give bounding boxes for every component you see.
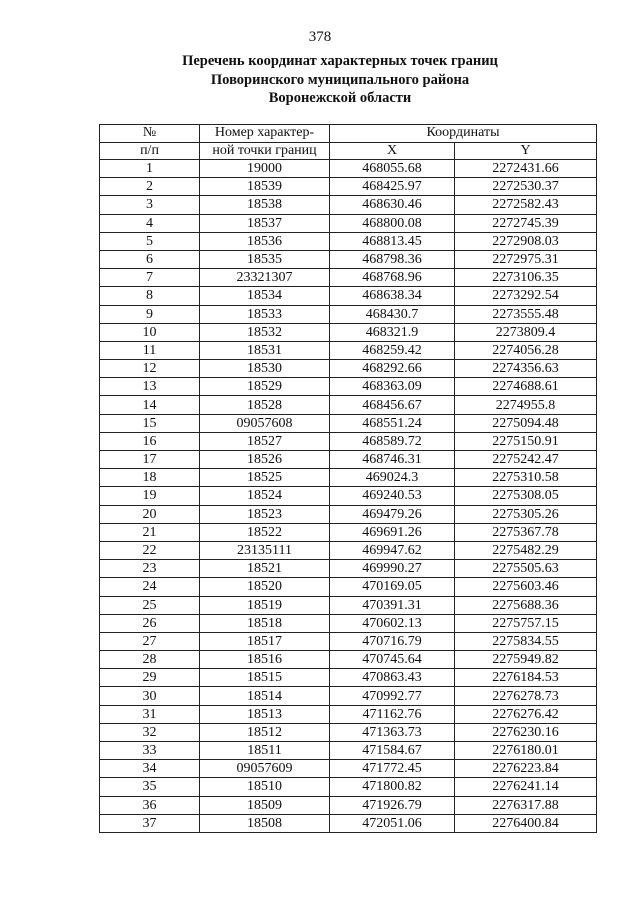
cell-y: 2276276.42 (455, 705, 597, 723)
cell-row-number: 36 (100, 796, 200, 814)
cell-row-number: 7 (100, 269, 200, 287)
cell-y: 2276230.16 (455, 723, 597, 741)
table-row (100, 451, 597, 469)
cell-x: 469990.27 (330, 560, 455, 578)
cell-y: 2276317.88 (455, 796, 597, 814)
table-row (100, 651, 597, 669)
cell-row-number: 21 (100, 523, 200, 541)
cell-x: 468630.46 (330, 196, 455, 214)
cell-y: 2274056.28 (455, 341, 597, 359)
cell-point-number: 18512 (200, 723, 330, 741)
table-row (100, 778, 597, 796)
cell-y: 2275305.26 (455, 505, 597, 523)
cell-x: 468259.42 (330, 341, 455, 359)
header-coordinates (330, 125, 597, 143)
cell-row-number: 3 (100, 196, 200, 214)
table-row (100, 560, 597, 578)
cell-x: 468551.24 (330, 414, 455, 432)
cell-row-number: 22 (100, 541, 200, 559)
cell-y: 2275949.82 (455, 651, 597, 669)
cell-row-number: 31 (100, 705, 200, 723)
cell-y: 2275242.47 (455, 451, 597, 469)
cell-row-number: 35 (100, 778, 200, 796)
cell-y: 2272530.37 (455, 178, 597, 196)
cell-row-number: 14 (100, 396, 200, 414)
cell-y: 2272975.31 (455, 250, 597, 268)
cell-x: 469240.53 (330, 487, 455, 505)
cell-row-number: 8 (100, 287, 200, 305)
cell-row-number: 20 (100, 505, 200, 523)
cell-y: 2275367.78 (455, 523, 597, 541)
table-row (100, 760, 597, 778)
cell-row-number: 24 (100, 578, 200, 596)
cell-row-number: 28 (100, 651, 200, 669)
header-row-number-sub (100, 142, 200, 160)
cell-x: 470169.05 (330, 578, 455, 596)
cell-point-number: 18537 (200, 214, 330, 232)
cell-y: 2276184.53 (455, 669, 597, 687)
cell-point-number: 18508 (200, 814, 330, 832)
cell-row-number: 11 (100, 341, 200, 359)
cell-point-number: 18529 (200, 378, 330, 396)
cell-point-number: 18539 (200, 178, 330, 196)
cell-y: 2275150.91 (455, 432, 597, 450)
cell-y: 2273809.4 (455, 323, 597, 341)
table-row (100, 178, 597, 196)
cell-row-number: 15 (100, 414, 200, 432)
cell-row-number: 32 (100, 723, 200, 741)
cell-x: 470391.31 (330, 596, 455, 614)
cell-y: 2276400.84 (455, 814, 597, 832)
cell-y: 2273555.48 (455, 305, 597, 323)
cell-point-number: 18533 (200, 305, 330, 323)
cell-point-number: 18514 (200, 687, 330, 705)
header-point-number (200, 125, 330, 143)
table-row (100, 541, 597, 559)
cell-point-number: 09057608 (200, 414, 330, 432)
cell-x: 468768.96 (330, 269, 455, 287)
cell-point-number: 18511 (200, 742, 330, 760)
cell-x: 468798.36 (330, 250, 455, 268)
cell-x: 468292.66 (330, 360, 455, 378)
cell-x: 468800.08 (330, 214, 455, 232)
cell-y: 2272582.43 (455, 196, 597, 214)
cell-x: 469947.62 (330, 541, 455, 559)
table-row (100, 196, 597, 214)
cell-x: 470602.13 (330, 614, 455, 632)
cell-row-number: 16 (100, 432, 200, 450)
header-y: Y (455, 142, 597, 160)
cell-y: 2276278.73 (455, 687, 597, 705)
cell-point-number: 18531 (200, 341, 330, 359)
table-row (100, 378, 597, 396)
cell-y: 2275505.63 (455, 560, 597, 578)
cell-point-number: 18532 (200, 323, 330, 341)
table-body (100, 160, 597, 833)
cell-y: 2273292.54 (455, 287, 597, 305)
cell-x: 469024.3 (330, 469, 455, 487)
table-row (100, 232, 597, 250)
cell-x: 471584.67 (330, 742, 455, 760)
cell-y: 2272431.66 (455, 160, 597, 178)
table-row (100, 705, 597, 723)
cell-point-number: 18524 (200, 487, 330, 505)
cell-x: 468746.31 (330, 451, 455, 469)
table-row (100, 578, 597, 596)
header-x: X (330, 142, 455, 160)
cell-y: 2272908.03 (455, 232, 597, 250)
cell-x: 471162.76 (330, 705, 455, 723)
cell-x: 469479.26 (330, 505, 455, 523)
table-row (100, 523, 597, 541)
cell-point-number: 18513 (200, 705, 330, 723)
cell-point-number: 18517 (200, 632, 330, 650)
cell-point-number: 18527 (200, 432, 330, 450)
table-row (100, 269, 597, 287)
cell-x: 468589.72 (330, 432, 455, 450)
table-header (100, 125, 597, 160)
cell-point-number: 18519 (200, 596, 330, 614)
cell-x: 468638.34 (330, 287, 455, 305)
cell-y: 2276241.14 (455, 778, 597, 796)
cell-row-number: 2 (100, 178, 200, 196)
cell-y: 2273106.35 (455, 269, 597, 287)
table-row (100, 723, 597, 741)
table-row (100, 360, 597, 378)
table-row (100, 305, 597, 323)
cell-y: 2275834.55 (455, 632, 597, 650)
cell-y: 2274955.8 (455, 396, 597, 414)
table-row (100, 742, 597, 760)
title-line-2: Поворинского муниципального района (210, 71, 470, 88)
table-row (100, 341, 597, 359)
cell-x: 471363.73 (330, 723, 455, 741)
title-line-3: Воронежской области (268, 90, 412, 106)
cell-y: 2275482.29 (455, 541, 597, 559)
cell-x: 472051.06 (330, 814, 455, 832)
table-row (100, 505, 597, 523)
cell-row-number: 4 (100, 214, 200, 232)
title-line-1: Перечень координат характерных точек границ (182, 53, 498, 69)
cell-row-number: 17 (100, 451, 200, 469)
table-row (100, 250, 597, 268)
cell-x: 471800.82 (330, 778, 455, 796)
header-number-sub: п/п (140, 142, 159, 158)
header-number-sign: № (142, 125, 157, 141)
cell-point-number: 18535 (200, 250, 330, 268)
cell-y: 2275603.46 (455, 578, 597, 596)
cell-x: 468430.7 (330, 305, 455, 323)
cell-row-number: 5 (100, 232, 200, 250)
cell-point-number: 18538 (200, 196, 330, 214)
cell-row-number: 34 (100, 760, 200, 778)
cell-y: 2275308.05 (455, 487, 597, 505)
cell-x: 470863.43 (330, 669, 455, 687)
cell-point-number: 09057609 (200, 760, 330, 778)
cell-point-number: 18516 (200, 651, 330, 669)
cell-y: 2274688.61 (455, 378, 597, 396)
cell-point-number: 18530 (200, 360, 330, 378)
header-row-number (100, 125, 200, 143)
header-point-line-2: ной точки границ (212, 142, 317, 158)
table-row (100, 432, 597, 450)
table-row (100, 632, 597, 650)
cell-row-number: 19 (100, 487, 200, 505)
cell-y: 2275310.58 (455, 469, 597, 487)
cell-point-number: 18515 (200, 669, 330, 687)
table-row (100, 414, 597, 432)
cell-x: 469691.26 (330, 523, 455, 541)
cell-row-number: 30 (100, 687, 200, 705)
cell-x: 468055.68 (330, 160, 455, 178)
cell-point-number: 19000 (200, 160, 330, 178)
cell-point-number: 18523 (200, 505, 330, 523)
cell-x: 470716.79 (330, 632, 455, 650)
cell-y: 2275094.48 (455, 414, 597, 432)
header-coordinates-label: Координаты (426, 125, 500, 141)
cell-row-number: 25 (100, 596, 200, 614)
header-point-line-1: Номер характер- (214, 125, 315, 141)
cell-point-number: 18518 (200, 614, 330, 632)
table-row (100, 396, 597, 414)
cell-point-number: 18526 (200, 451, 330, 469)
table-row (100, 487, 597, 505)
table-row (100, 596, 597, 614)
cell-x: 470745.64 (330, 651, 455, 669)
cell-y: 2275757.15 (455, 614, 597, 632)
cell-point-number: 23321307 (200, 269, 330, 287)
cell-row-number: 1 (100, 160, 200, 178)
cell-row-number: 9 (100, 305, 200, 323)
cell-point-number: 18522 (200, 523, 330, 541)
cell-x: 468813.45 (330, 232, 455, 250)
cell-x: 470992.77 (330, 687, 455, 705)
cell-row-number: 26 (100, 614, 200, 632)
cell-row-number: 13 (100, 378, 200, 396)
cell-point-number: 18525 (200, 469, 330, 487)
table-row (100, 160, 597, 178)
cell-x: 468425.97 (330, 178, 455, 196)
table-row (100, 669, 597, 687)
document-title (0, 52, 640, 108)
cell-x: 468321.9 (330, 323, 455, 341)
table-row (100, 287, 597, 305)
table-row (100, 814, 597, 832)
cell-y: 2274356.63 (455, 360, 597, 378)
cell-row-number: 37 (100, 814, 200, 832)
table-row (100, 469, 597, 487)
cell-point-number: 18510 (200, 778, 330, 796)
cell-row-number: 6 (100, 250, 200, 268)
cell-x: 471772.45 (330, 760, 455, 778)
cell-point-number: 18520 (200, 578, 330, 596)
table-row (100, 796, 597, 814)
cell-row-number: 29 (100, 669, 200, 687)
table-row (100, 687, 597, 705)
cell-row-number: 33 (100, 742, 200, 760)
table-row (100, 323, 597, 341)
cell-y: 2276223.84 (455, 760, 597, 778)
cell-point-number: 18509 (200, 796, 330, 814)
cell-point-number: 18528 (200, 396, 330, 414)
table-row (100, 614, 597, 632)
cell-y: 2275688.36 (455, 596, 597, 614)
cell-y: 2276180.01 (455, 742, 597, 760)
cell-point-number: 18534 (200, 287, 330, 305)
cell-y: 2272745.39 (455, 214, 597, 232)
cell-row-number: 10 (100, 323, 200, 341)
cell-row-number: 27 (100, 632, 200, 650)
coordinates-table (99, 124, 597, 833)
cell-x: 468456.67 (330, 396, 455, 414)
cell-row-number: 12 (100, 360, 200, 378)
cell-row-number: 23 (100, 560, 200, 578)
page-number: 378 (308, 29, 332, 45)
cell-row-number: 18 (100, 469, 200, 487)
table-row (100, 214, 597, 232)
cell-point-number: 23135111 (200, 541, 330, 559)
cell-point-number: 18536 (200, 232, 330, 250)
cell-point-number: 18521 (200, 560, 330, 578)
cell-x: 468363.09 (330, 378, 455, 396)
cell-x: 471926.79 (330, 796, 455, 814)
header-point-number-sub (200, 142, 330, 160)
